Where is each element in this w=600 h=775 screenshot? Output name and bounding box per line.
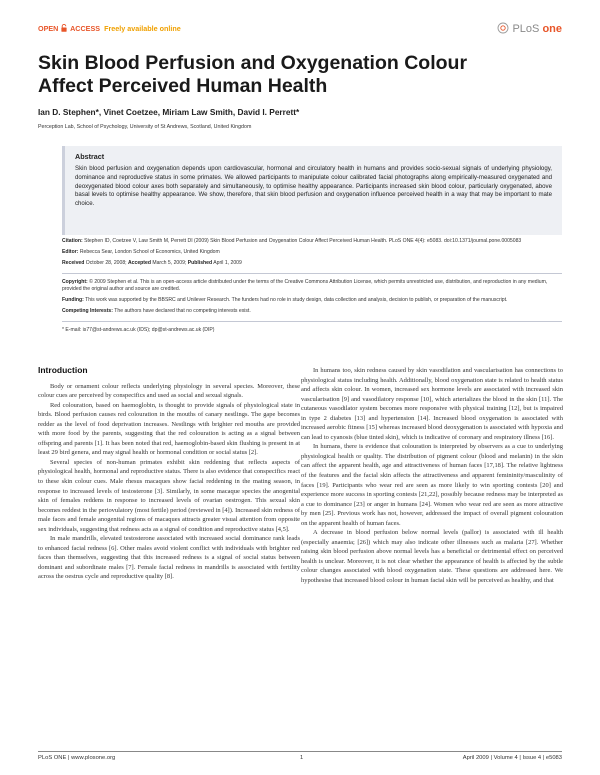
plos-logo-icon [497, 22, 509, 34]
editor-row [62, 249, 562, 256]
abstract-text: Skin blood perfusion and oxygenation depends upon cardiovascular, hormonal and circulatory health in humans and provides socio-sexual signals of underlying physiology, dominance and reproductive status in some primates. We allowed participants to manipulate colour calibrated facial photographs along empirically-measured oxygenated and deoxygenated blood colour axes both separately and simultaneously, to optimise healthy appearance. Participants increased skin blood colour, particularly oxygenated, above basal levels to optimise healthy appearance. We show, therefore, that skin blood perfusion and oxygenation influence perceived health in a way that may be important to mate choice. [75, 165, 552, 208]
freely-available-label: Freely available online [104, 24, 181, 33]
open-access-badge [38, 24, 181, 34]
body-column-left [38, 366, 300, 582]
funding-text: This work was supported by the BBSRC and Unilever Research. The funders had no role in study design, data collection and analysis, decision to publish, or preparation of the manuscript. [85, 297, 508, 303]
received-label: Received [62, 260, 85, 266]
body-paragraph: In male mandrills, elevated testosterone associated with increased social dominance rank leads to enhanced facial redness [6]. Other males avoid violent conflict with individuals with brighter red faces than themselves, suggesting that this increased redness is a signal of social status between dominant and subordinate males [7]. Female facial redness in mandrills is associated with fertility across the oestrus cycle and reproductive quality [8]. [38, 535, 300, 581]
page-number: 1 [300, 755, 304, 761]
introduction-heading: Introduction [38, 365, 88, 375]
open-label: OPEN [38, 24, 59, 33]
abstract-heading: Abstract [75, 152, 105, 161]
logo-plos-text: PLoS [512, 23, 540, 35]
article-title: Skin Blood Perfusion and Oxygenation Colour Affect Perceived Human Health [38, 52, 468, 97]
funding-label: Funding: [62, 297, 84, 303]
citation-text: Stephen ID, Coetzee V, Law Smith M, Perrett DI (2009) Skin Blood Perfusion and Oxygenation Colour Affect Perceived Human Health. PLoS ONE 4(4): e5083. doi:10.1371/journal.pone.0005083 [84, 238, 522, 244]
plos-one-logo [497, 22, 562, 35]
author-list: Ian D. Stephen*, Vinet Coetzee, Miriam Law Smith, David I. Perrett* [38, 107, 300, 117]
body-column-right [301, 366, 563, 586]
journal-header [38, 22, 562, 38]
open-lock-icon [61, 24, 67, 34]
body-paragraph: Several species of non-human primates exhibit skin reddening that reflects aspects of physiological health, hormonal and reproductive status. There is also evidence that conspecifics react to these skin colour cues. Male rhesus macaques show facial reddening in the mating season, in response to increased levels of testosterone [3]. Similarly, in some macaque species the anogenital skin of females reddens in response to increased levels of ovarian oestrogen. This sexual skin becomes reddest in the periovulatory (most fertile) period (reviewed in [4]). Increased skin redness of male faces and female anogenital regions of macaques attracts greater visual attention from opposite sex individuals, suggesting that redness acts as a signal of condition and reproductive status [4,5]. [38, 458, 300, 533]
email-row: * E-mail: is77@st-andrews.ac.uk (IDS); dp@st-andrews.ac.uk (DIP) [62, 327, 215, 333]
copyright-text: © 2009 Stephen et al. This is an open-access article distributed under the terms of the Creative Commons Attribution License, which permits unrestricted use, distribution, and reproduction in any medium, provided the original author and source are credited. [62, 279, 548, 292]
accepted-date: March 5, 2009; [152, 260, 187, 266]
logo-one-text: one [542, 23, 562, 35]
editor-label: Editor: [62, 249, 79, 255]
access-label: ACCESS [70, 24, 101, 33]
body-paragraph: In humans too, skin redness caused by skin vasodilation and vascularisation has connections to physiological status including health. Additionally, blood oxygenation state is related to health status and affects skin colour. In women, increased sex hormone levels are associated with increased skin vascularisation [9] and vasodilatory response [10], which arterializes the blood in the skin [11]. The cutaneous vasodilator system becomes more responsive with physical training [12], but is impaired in type 2 diabetes [13] and hypertension [14]. Increased blood oxygenation is associated with increased aerobic fitness [15] whereas increased blood deoxygenation is associated with hypoxia and can lead to cyanosis (blue tinted skin), which is indicative of coronary and respiratory illness [16]. [301, 367, 563, 441]
competing-interests-text: The authors have declared that no competing interests exist. [114, 308, 251, 314]
competing-interests-label: Competing Interests: [62, 308, 113, 314]
copyright-label: Copyright: [62, 279, 88, 285]
published-label: Published [187, 260, 213, 266]
metadata-divider [62, 321, 562, 322]
metadata-divider [62, 273, 562, 274]
body-paragraph: A decrease in blood perfusion below normal levels (pallor) is associated with ill health (especially anaemia; [26]) which may also indicate other illnesses such as malaria [27]. Whether raising skin blood perfusion above normal levels has a beneficial or detrimental effect on perceived health is unclear. Moreover, it is not clear whether the appearance of health is affected by the subtle colour changes associated with blood oxygenation state. These questions are addressed here. We hypothesise that increased blood colour in human facial skin will be perceived as healthy, and that [301, 529, 563, 585]
body-paragraph: In humans, there is evidence that colouration is interpreted by observers as a cue to underlying physiological health or quality. The distribution of pigment colour (blood and melanin) in the skin can affect the apparent health, age and attractiveness of human faces [17,18]. The relative lightness of the features and the facial skin affects the attractiveness and apparent femininity/masculinity of faces [19]. Participants who wear red are seen as more likely to win sporting contests [20] and experience more success in sporting contests [21,22], possibly because redness may be interpreted as a cue to dominance [23] or anger in humans [24]. Women who wear red are seen as more attractive by men [25]. Previous work has not, however, addressed the impact of overall pigment colouration on the apparent health of human faces. [301, 443, 563, 527]
page-footer [38, 751, 562, 763]
footer-issue: April 2009 | Volume 4 | Issue 4 | e5083 [462, 755, 562, 761]
funding-row [62, 297, 562, 304]
dates-row [62, 260, 562, 267]
citation-row [62, 238, 562, 245]
article-metadata [62, 238, 562, 338]
abstract-box [62, 146, 562, 235]
editor-text: Rebecca Sear, London School of Economics, United Kingdom [79, 249, 220, 255]
body-paragraph: Red colouration, based on haemoglobin, is thought to provide signals of physiological state in birds. Blood perfusion causes red colouration in the mouths of canary nestlings. The gape becomes redder as the level of food deprivation increases. Nestlings with brighter red mouths are provided with more food by the parents, suggesting that the red colouration is acting as a signal between offspring and parents [1]. It has been noted that red, haemoglobin-based skin flushing is present in at least 29 bird genera, and may signal health or hormonal condition or social status [2]. [38, 401, 300, 457]
affiliation: Perception Lab, School of Psychology, University of St Andrews, Scotland, United Kingdom [38, 124, 252, 130]
copyright-row [62, 279, 562, 293]
competing-interests-row [62, 308, 562, 315]
citation-label: Citation: [62, 238, 83, 244]
received-date: October 28, 2008; [85, 260, 127, 266]
footer-journal: PLoS ONE | www.plosone.org [38, 755, 116, 761]
body-paragraph: Body or ornament colour reflects underlying physiology in several species. Moreover, these colour cues are perceived by conspecifics and used as social and sexual signals. [38, 382, 300, 400]
accepted-label: Accepted [128, 260, 151, 266]
published-date: April 1, 2009 [213, 260, 242, 266]
